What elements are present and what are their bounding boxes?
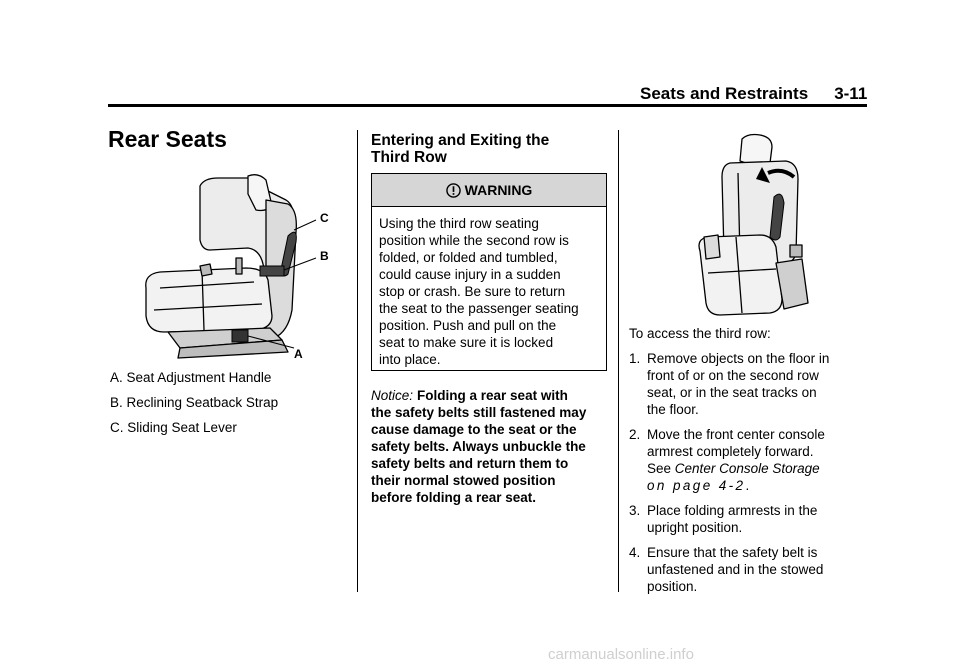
access-intro: To access the third row: [629, 326, 771, 341]
step-number: 4. [629, 545, 641, 560]
step-line: unfastened and in the stowed [647, 562, 824, 577]
notice-paragraph [371, 387, 611, 506]
warning-line: position. Push and pull on the [379, 318, 557, 333]
step-line: Ensure that the safety belt is [647, 545, 818, 560]
step-2 [629, 426, 864, 494]
cross-reference-link[interactable]: Center Console Storage [674, 461, 820, 476]
step-line: Remove objects on the floor in [647, 351, 830, 366]
notice-line: safety belts. Always unbuckle the [371, 439, 586, 454]
header-rule [108, 104, 867, 107]
step-line: Place folding armrests in the [647, 503, 818, 518]
notice-line: Folding a rear seat with [417, 388, 568, 403]
column-divider-left [357, 130, 358, 592]
warning-line: folded, or folded and tumbled, [379, 250, 558, 265]
notice-line: before folding a rear seat. [371, 490, 537, 505]
callout-b: B [320, 249, 329, 263]
warning-text [372, 207, 606, 368]
step-1 [629, 350, 864, 418]
legend-item-b: B. Reclining Seatback Strap [110, 395, 279, 410]
warning-line: position while the second row is [379, 233, 569, 248]
warning-icon [446, 183, 461, 198]
warning-line: seat to make sure it is locked [379, 335, 554, 350]
page-header [640, 84, 868, 104]
see-text: See [647, 461, 672, 476]
step-3 [629, 502, 864, 536]
step-4 [629, 544, 864, 595]
step-number: 3. [629, 503, 641, 518]
step-line: position. [647, 579, 698, 594]
step-line: seat, or in the seat tracks on [647, 385, 817, 400]
notice-line: the safety belts still fastened may [371, 405, 587, 420]
step-text [647, 426, 825, 494]
step-number: 2. [629, 427, 641, 442]
callout-c: C [320, 211, 329, 225]
warning-label: WARNING [464, 182, 533, 198]
column-divider-right [618, 130, 619, 592]
cross-reference-page[interactable]: on page 4-2 [647, 478, 746, 493]
step-line: armrest completely forward. [647, 444, 814, 459]
section-heading [371, 132, 601, 166]
heading-line-1: Entering and Exiting the [371, 132, 550, 149]
warning-line: into place. [379, 352, 441, 367]
warning-line: Using the third row seating [379, 216, 539, 231]
step-number: 1. [629, 351, 641, 366]
step-line: the floor. [647, 402, 699, 417]
step-text [647, 544, 823, 595]
folded-seat-illustration [690, 133, 830, 319]
notice-line: their normal stowed position [371, 473, 556, 488]
warning-line: the seat to the passenger seating [379, 301, 579, 316]
legend-item-c: C. Sliding Seat Lever [110, 420, 237, 435]
section-title: Seats and Restraints [640, 84, 809, 103]
step-text [647, 350, 829, 418]
heading-line-2: Third Row [371, 149, 447, 166]
warning-line: could cause injury in a sudden [379, 267, 561, 282]
watermark: carmanualsonline.info [548, 646, 694, 663]
warning-box [371, 173, 607, 371]
step-line: upright position. [647, 520, 743, 535]
notice-label: Notice: [371, 388, 414, 403]
warning-line: stop or crash. Be sure to return [379, 284, 566, 299]
step-line: Move the front center console [647, 427, 825, 442]
step-text [647, 502, 817, 536]
period: . [745, 478, 750, 493]
page-title: Rear Seats [108, 126, 227, 152]
warning-header [372, 174, 606, 207]
notice-line: cause damage to the seat or the [371, 422, 577, 437]
notice-line: safety belts and return them to [371, 456, 569, 471]
step-line: front of or on the second row [647, 368, 819, 383]
seat-parts-legend [110, 369, 278, 444]
legend-item-a: A. Seat Adjustment Handle [110, 370, 272, 385]
callout-a: A [294, 347, 303, 361]
rear-seat-illustration [138, 170, 338, 362]
page-number: 3-11 [834, 84, 868, 103]
access-steps [629, 350, 864, 603]
